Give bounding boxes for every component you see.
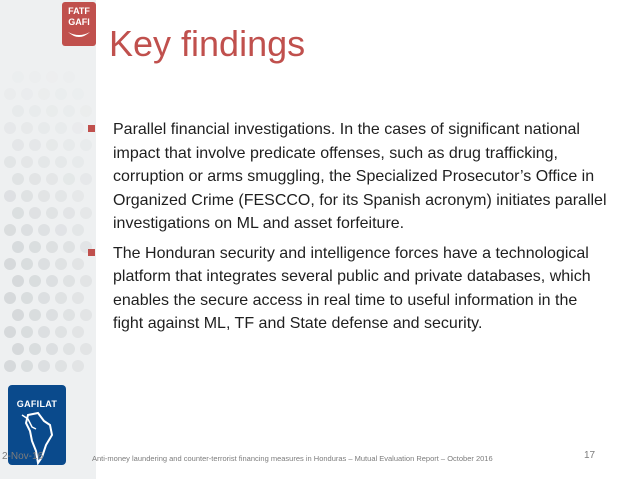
decorative-dot: [21, 258, 33, 270]
decorative-dot: [55, 258, 67, 270]
decorative-dot: [38, 258, 50, 270]
decorative-dot: [38, 326, 50, 338]
decorative-dot: [63, 207, 75, 219]
decorative-dot: [63, 241, 75, 253]
decorative-dot: [72, 190, 84, 202]
decorative-dot: [12, 343, 24, 355]
decorative-dot: [46, 309, 58, 321]
decorative-dot: [80, 343, 92, 355]
decorative-dot: [72, 224, 84, 236]
decorative-dot: [38, 224, 50, 236]
decorative-dot: [4, 360, 16, 372]
decorative-dot: [63, 139, 75, 151]
decorative-dot: [63, 173, 75, 185]
decorative-dot: [46, 71, 58, 83]
decorative-dot: [72, 156, 84, 168]
decorative-dot: [46, 241, 58, 253]
decorative-dot: [63, 71, 75, 83]
fatf-logo-line1: FATF: [68, 6, 90, 16]
decorative-dot: [12, 241, 24, 253]
decorative-dot: [80, 105, 92, 117]
decorative-dot: [38, 88, 50, 100]
decorative-dot: [63, 343, 75, 355]
slide-title: Key findings: [109, 23, 306, 64]
decorative-dot: [46, 275, 58, 287]
decorative-dot: [55, 88, 67, 100]
decorative-dot: [12, 207, 24, 219]
decorative-dot: [4, 326, 16, 338]
bullet-text: The Honduran security and intelligence forces have a technological platform that integrates several public and private databases, which enables the secure access in real time to useful information in the fight against ML, TF and State defense and security.: [113, 244, 591, 332]
page-number: 17: [584, 450, 596, 461]
decorative-dot: [72, 360, 84, 372]
decorative-dot: [4, 224, 16, 236]
sidebar: [0, 0, 96, 479]
decorative-dot: [4, 88, 16, 100]
decorative-dot: [4, 292, 16, 304]
decorative-dot: [21, 122, 33, 134]
decorative-dot: [29, 343, 41, 355]
slide-date: 2-Nov-16: [2, 451, 44, 462]
bullet-item: [88, 118, 608, 236]
decorative-dot: [38, 360, 50, 372]
fatf-logo-line2: GAFI: [68, 17, 90, 27]
decorative-dot: [4, 122, 16, 134]
decorative-dot: [46, 105, 58, 117]
decorative-dot: [12, 275, 24, 287]
decorative-dot: [55, 292, 67, 304]
bullet-item: [88, 242, 608, 336]
decorative-dot: [12, 173, 24, 185]
decorative-dot: [72, 122, 84, 134]
decorative-dot: [29, 275, 41, 287]
decorative-dot: [63, 275, 75, 287]
decorative-dot: [12, 71, 24, 83]
decorative-dot: [55, 326, 67, 338]
decorative-dot: [12, 139, 24, 151]
decorative-dot: [55, 224, 67, 236]
decorative-dot: [21, 360, 33, 372]
decorative-dot: [29, 105, 41, 117]
decorative-dot: [72, 292, 84, 304]
decorative-dot: [4, 258, 16, 270]
decorative-dot: [29, 139, 41, 151]
gafilat-logo-text: GAFILAT: [16, 399, 58, 409]
decorative-dot: [21, 326, 33, 338]
decorative-dot: [72, 258, 84, 270]
bullet-list: [88, 118, 608, 342]
decorative-dot: [29, 71, 41, 83]
decorative-dot: [21, 190, 33, 202]
decorative-dot: [21, 224, 33, 236]
fatf-gafi-logo: [62, 2, 96, 46]
decorative-dot: [4, 190, 16, 202]
decorative-dot: [63, 105, 75, 117]
decorative-dot: [29, 207, 41, 219]
decorative-dot: [12, 105, 24, 117]
decorative-dot: [46, 173, 58, 185]
decorative-dot: [29, 173, 41, 185]
decorative-dot: [63, 309, 75, 321]
decorative-dot: [21, 88, 33, 100]
square-bullet-icon: [88, 125, 95, 132]
decorative-dot: [46, 343, 58, 355]
decorative-dot: [72, 88, 84, 100]
square-bullet-icon: [88, 249, 95, 256]
decorative-dot: [38, 190, 50, 202]
decorative-dot: [4, 156, 16, 168]
decorative-dot: [46, 139, 58, 151]
decorative-dot: [38, 292, 50, 304]
decorative-dot: [72, 326, 84, 338]
decorative-dot: [38, 156, 50, 168]
decorative-dot: [12, 309, 24, 321]
decorative-dot: [55, 156, 67, 168]
decorative-dot: [55, 122, 67, 134]
decorative-dot: [46, 207, 58, 219]
decorative-dot: [21, 156, 33, 168]
decorative-dot: [21, 292, 33, 304]
decorative-dot: [55, 360, 67, 372]
decorative-dot: [55, 190, 67, 202]
decorative-dot: [29, 309, 41, 321]
decorative-dot: [29, 241, 41, 253]
footer-text: Anti-money laundering and counter-terrorist financing measures in Honduras – Mutual Evaluation Report – October 2016: [92, 454, 493, 463]
bullet-text: Parallel financial investigations. In the cases of significant national impact that involve predicate offenses, such as drug trafficking, corruption or arms smuggling, the Specialized Prosecutor’s Office in Organized Crime (FESCCO, for its Spanish acronym) initiates parallel investigations on ML and asset forfeiture.: [113, 121, 607, 232]
decorative-dot: [38, 122, 50, 134]
